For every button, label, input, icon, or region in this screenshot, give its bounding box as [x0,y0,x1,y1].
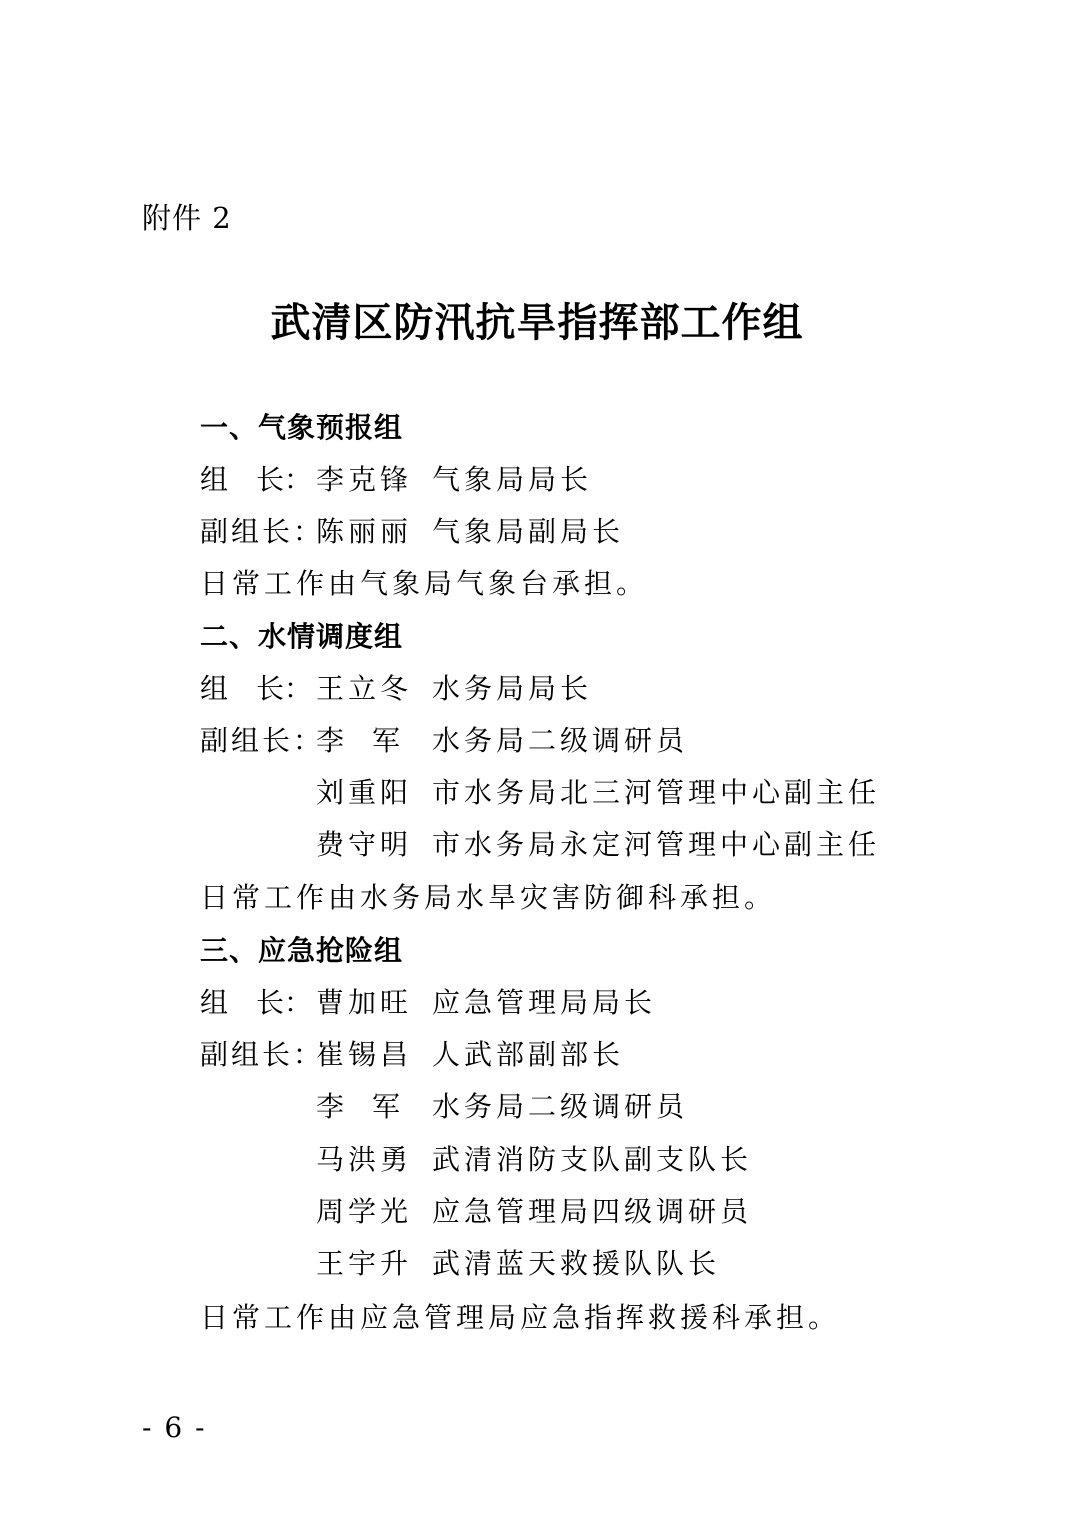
deputy-row [200,1244,720,1284]
leader-position: 应急管理局局长 [432,986,657,1019]
deputy-row [200,1192,752,1232]
deputy-row [200,721,688,761]
deputy-row [200,1087,688,1127]
page-number: - 6 - [142,1411,207,1444]
leader-position: 气象局局长 [432,463,593,496]
leader-position: 水务局局长 [432,672,593,705]
role-char: 长： [255,986,312,1019]
role-char: 组 [200,986,229,1019]
deputy-position: 水务局二级调研员 [432,724,689,757]
deputy-position: 市水务局北三河管理中心副主任 [432,776,881,809]
deputy-position: 气象局副局长 [432,515,625,548]
daily-work-note: 日常工作由水务局水旱灾害防御科承担。 [200,881,777,914]
deputy-name: 刘重阳 [316,776,413,809]
deputy-role-label: 副组长： [200,515,325,548]
deputy-row [200,825,880,865]
leader-role-label [200,669,312,709]
leader-name: 曹加旺 [316,986,413,1019]
attachment-label: 附件 2 [142,201,232,235]
group-heading-water: 二、水情调度组 [200,620,404,653]
deputy-name: 陈丽丽 [316,515,413,548]
leader-name: 王立冬 [316,672,413,705]
role-char: 长： [255,672,312,705]
deputy-row [200,773,880,813]
leader-row [200,669,592,709]
leader-role-label [200,460,312,500]
role-char: 组 [200,672,229,705]
deputy-position: 市水务局永定河管理中心副主任 [432,828,881,861]
deputy-name: 马洪勇 [316,1143,413,1176]
deputy-role-label: 副组长： [200,1038,325,1071]
leader-row [200,983,656,1023]
deputy-position: 人武部副部长 [432,1038,625,1071]
role-char: 长： [255,463,312,496]
deputy-position: 应急管理局四级调研员 [432,1195,753,1228]
leader-name: 李克锋 [316,463,413,496]
deputy-position: 武清蓝天救援队队长 [432,1247,721,1280]
group-heading-emergency: 三、应急抢险组 [200,934,404,967]
leader-role-label [200,983,312,1023]
deputy-row [200,1140,752,1180]
deputy-name [316,1087,400,1127]
deputy-name [316,721,400,761]
document-title: 武清区防汛抗旱指挥部工作组 [270,299,804,346]
leader-row [200,460,592,500]
deputy-position: 水务局二级调研员 [432,1090,689,1123]
deputy-row [200,1035,624,1075]
deputy-role-label: 副组长： [200,724,325,757]
name-char: 军 [371,724,400,757]
name-char: 李 [316,724,345,757]
deputy-name: 周学光 [316,1195,413,1228]
daily-work-note: 日常工作由应急管理局应急指挥救援科承担。 [200,1301,841,1334]
role-char: 组 [200,463,229,496]
deputy-name: 费守明 [316,828,413,861]
deputy-row [200,512,624,552]
name-char: 李 [316,1090,345,1123]
daily-work-note: 日常工作由气象局气象台承担。 [200,567,649,600]
deputy-name: 王宇升 [316,1247,413,1280]
group-heading-weather: 一、气象预报组 [200,411,404,444]
deputy-name: 崔锡昌 [316,1038,413,1071]
deputy-position: 武清消防支队副支队长 [432,1143,753,1176]
name-char: 军 [371,1090,400,1123]
